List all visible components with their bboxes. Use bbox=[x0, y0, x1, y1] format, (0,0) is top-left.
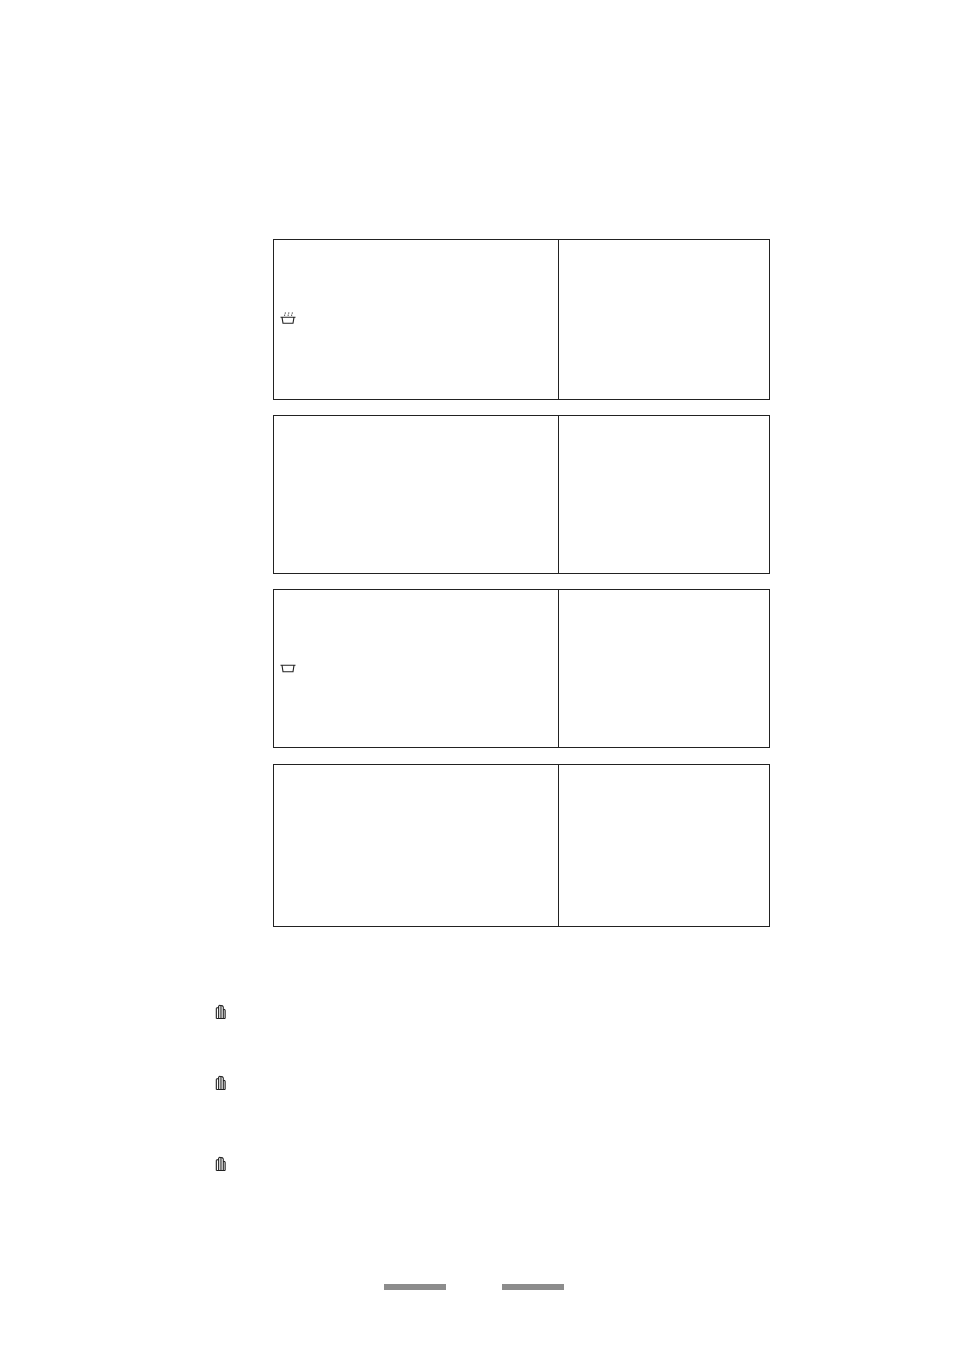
manual-hand-icon bbox=[214, 1075, 227, 1091]
step-4-diagram bbox=[559, 765, 769, 926]
step-3-instruction bbox=[280, 660, 550, 678]
dish-icon bbox=[280, 662, 296, 674]
footer-bar-left bbox=[384, 1284, 446, 1290]
footer-bar-right bbox=[502, 1284, 564, 1290]
cancel-paragraph bbox=[214, 1154, 794, 1177]
step-1-box bbox=[273, 239, 770, 400]
step-3-box bbox=[273, 589, 770, 748]
step-2-diagram bbox=[559, 416, 769, 573]
manual-hand-icon bbox=[214, 1004, 227, 1020]
cooking-finished-paragraph bbox=[214, 1003, 819, 1024]
manual-hand-icon bbox=[214, 1156, 227, 1172]
step-1-diagram bbox=[559, 240, 769, 399]
step-3-diagram bbox=[559, 590, 769, 747]
step-1-instruction bbox=[280, 311, 550, 329]
step-4-text-cell bbox=[274, 765, 559, 926]
step-2-text-cell bbox=[274, 416, 559, 573]
page-footer bbox=[0, 1272, 954, 1302]
dish-steam-icon bbox=[280, 311, 296, 325]
step-2-box bbox=[273, 415, 770, 574]
step-1-text-cell bbox=[274, 240, 559, 399]
step-4-box bbox=[273, 764, 770, 927]
step-3-text-cell bbox=[274, 590, 559, 747]
return-paragraph bbox=[214, 1074, 819, 1095]
